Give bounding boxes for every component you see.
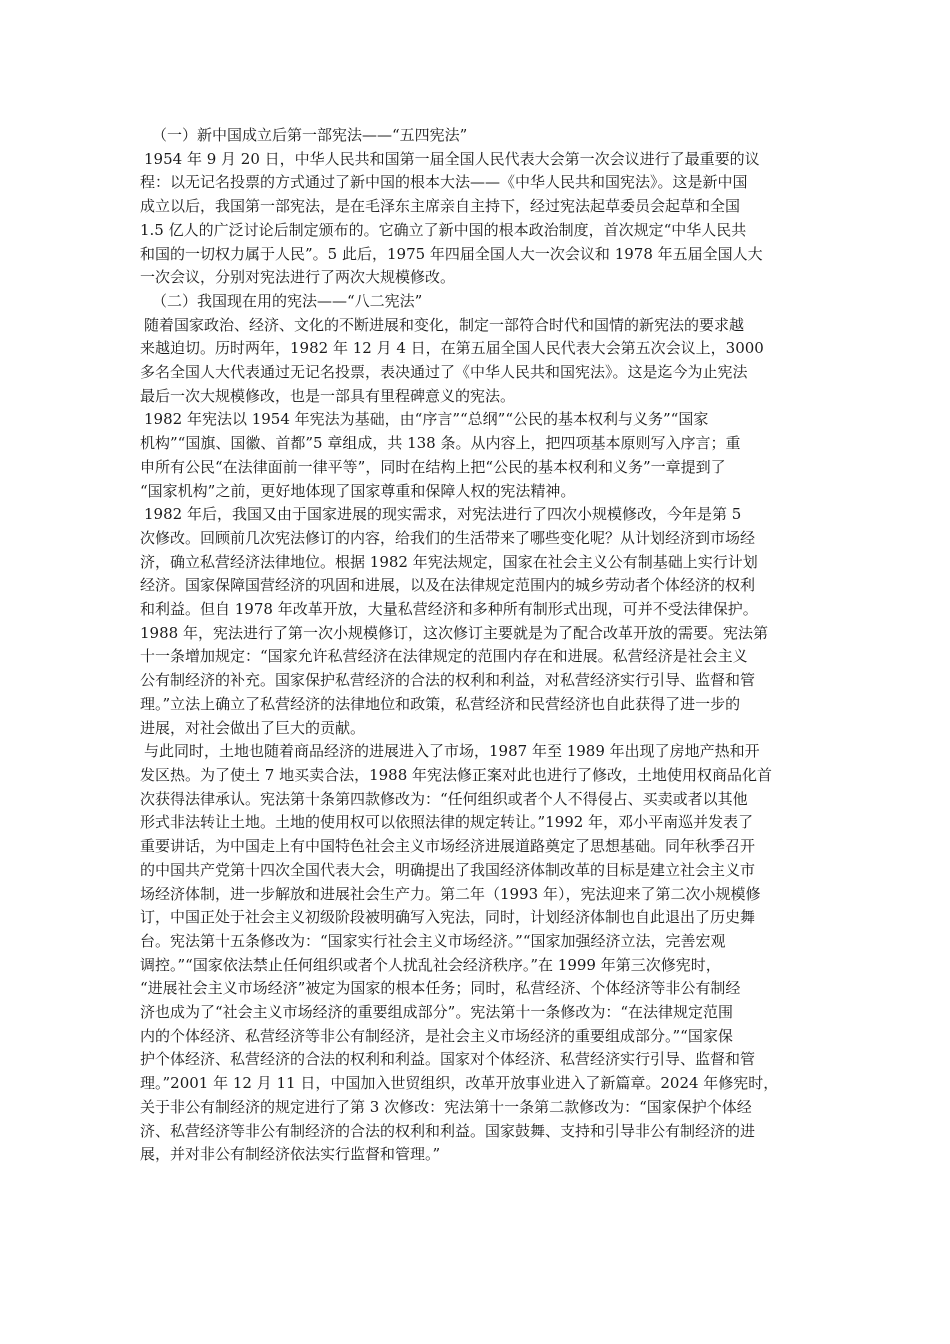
paragraph-5-line: 理。”2001 年 12 月 11 日，中国加入世贸组织，改革开放事业进入了新篇章。2024 年修宪时，	[140, 1074, 779, 1093]
paragraph-1-line: 1.5 亿人的广泛讨论后制定颁布的。它确立了新中国的根本政治制度，首次规定“中华人民共	[140, 220, 747, 239]
section-heading-2: （二）我国现在用的宪法——“八二宪法”	[152, 291, 423, 310]
paragraph-4-line: 1988 年，宪法进行了第一次小规模修订，这次修订主要就是为了配合改革开放的需要。宪法第	[140, 623, 768, 642]
paragraph-5-line: 内的个体经济、私营经济等非公有制经济，是社会主义市场经济的重要组成部分。”“国家保	[140, 1026, 733, 1045]
paragraph-5-line: 场经济体制，进一步解放和进展社会生产力。第二年（1993 年），宪法迎来了第二次小规模修	[140, 884, 761, 903]
paragraph-1-line: 成立以后，我国第一部宪法，是在毛泽东主席亲自主持下，经过宪法起草委员会起草和全国	[140, 197, 741, 216]
paragraph-2-line: 随着国家政治、经济、文化的不断进展和变化，制定一部符合时代和国情的新宪法的要求越	[144, 315, 745, 334]
paragraph-4-line: 十一条增加规定：“国家允许私营经济在法律规定的范围内存在和进展。私营经济是社会主义	[140, 647, 748, 666]
paragraph-1-line: 一次会议，分别对宪法进行了两次大规模修改。	[140, 268, 456, 287]
paragraph-5-line: 台。宪法第十五条修改为：“国家实行社会主义市场经济。”“国家加强经济立法，完善宏观	[140, 931, 726, 950]
paragraph-4-line: 和利益。但自 1978 年改革开放，大量私营经济和多种所有制形式出现，可并不受法律保护。	[140, 600, 758, 619]
paragraph-2-line: 多名全国人大代表通过无记名投票，表决通过了《中华人民共和国宪法》。这是迄今为止宪法	[140, 363, 748, 382]
paragraph-5-line: 形式非法转让土地。土地的使用权可以依照法律的规定转让。”1992 年，邓小平南巡并发表了	[140, 813, 754, 832]
paragraph-5-line: 关于非公有制经济的规定进行了第 3 次修改：宪法第十一条第二款修改为：“国家保护个体经	[140, 1097, 752, 1116]
paragraph-1-line: 和国的一切权力属于人民”。5 此后，1975 年四届全国人大一次会议和 1978 年五届全国人大	[140, 244, 763, 263]
paragraph-5-line: 展，并对非公有制经济依法实行监督和管理。”	[140, 1145, 441, 1164]
paragraph-4-line: 理。”立法上确立了私营经济的法律地位和政策，私营经济和民营经济也自此获得了进一步的	[140, 694, 741, 713]
paragraph-4-line: 经济。国家保障国营经济的巩固和进展，以及在法律规定范围内的城乡劳动者个体经济的权利	[140, 576, 756, 595]
paragraph-4-line: 次修改。回顾前几次宪法修订的内容，给我们的生活带来了哪些变化呢？从计划经济到市场经	[140, 528, 756, 547]
document-body	[140, 124, 830, 1167]
paragraph-5-line: 重要讲话，为中国走上有中国特色社会主义市场经济进展道路奠定了思想基础。同年秋季召开	[140, 837, 756, 856]
paragraph-5-line: 订，中国正处于社会主义初级阶段被明确写入宪法，同时，计划经济体制也自此退出了历史舞	[140, 908, 756, 927]
paragraph-3-line: 1982 年宪法以 1954 年宪法为基础，由“序言”“总纲”“公民的基本权利与义务”“国家	[144, 410, 709, 429]
paragraph-3-line: 机构”“国旗、国徽、首都”5 章组成，共 138 条。从内容上，把四项基本原则写入序言；重	[140, 434, 741, 453]
paragraph-3-line: 申所有公民“在法律面前一律平等”，同时在结构上把“公民的基本权利和义务”一章提到了	[140, 457, 726, 476]
paragraph-1-line: 1954 年 9 月 20 日，中华人民共和国第一届全国人民代表大会第一次会议进行了最重要的议	[144, 149, 760, 168]
paragraph-1-line: 程：以无记名投票的方式通过了新中国的根本大法——《中华人民共和国宪法》。这是新中国	[140, 173, 748, 192]
paragraph-5-line: 调控。”“国家依法禁止任何组织或者个人扰乱社会经济秩序。”在 1999 年第三次修宪时，	[140, 955, 721, 974]
paragraph-5-line: 与此同时，土地也随着商品经济的进展进入了市场，1987 年至 1989 年出现了房地产热和开	[144, 742, 760, 761]
paragraph-3-line: “国家机构”之前，更好地体现了国家尊重和保障人权的宪法精神。	[140, 481, 576, 500]
paragraph-4-line: 1982 年后，我国又由于国家进展的现实需求，对宪法进行了四次小规模修改，今年是第 5	[144, 505, 742, 524]
paragraph-2-line: 来越迫切。历时两年，1982 年 12 月 4 日，在第五届全国人民代表大会第五次会议上，3000	[140, 339, 764, 358]
paragraph-5-line: 发区热。为了使土 7 地买卖合法，1988 年宪法修正案对此也进行了修改，土地使用权商品化首	[140, 765, 773, 784]
paragraph-5-line: 济、私营经济等非公有制经济的合法的权利和利益。国家鼓舞、支持和引导非公有制经济的进	[140, 1121, 756, 1140]
paragraph-4-line: 济，确立私营经济法律地位。根据 1982 年宪法规定，国家在社会主义公有制基础上实行计划	[140, 552, 758, 571]
paragraph-5-line: 济也成为了“社会主义市场经济的重要组成部分”。宪法第十一条修改为：“在法律规定范围	[140, 1003, 734, 1022]
paragraph-5-line: 次获得法律承认。宪法第十条第四款修改为：“任何组织或者个人不得侵占、买卖或者以其他	[140, 789, 748, 808]
paragraph-5-line: 护个体经济、私营经济的合法的权利和利益。国家对个体经济、私营经济实行引导、监督和管	[140, 1050, 756, 1069]
paragraph-2-line: 最后一次大规模修改，也是一部具有里程碑意义的宪法。	[140, 386, 516, 405]
paragraph-5-line: “进展社会主义市场经济”被定为国家的根本任务；同时，私营经济、个体经济等非公有制经	[140, 979, 741, 998]
section-heading-1: （一）新中国成立后第一部宪法——“五四宪法”	[152, 126, 468, 144]
paragraph-4-line: 公有制经济的补充。国家保护私营经济的合法的权利和利益，对私营经济实行引导、监督和管	[140, 671, 756, 690]
paragraph-5-line: 的中国共产党第十四次全国代表大会，明确提出了我国经济体制改革的目标是建立社会主义市	[140, 860, 756, 879]
paragraph-4-line: 进展，对社会做出了巨大的贡献。	[140, 718, 366, 737]
